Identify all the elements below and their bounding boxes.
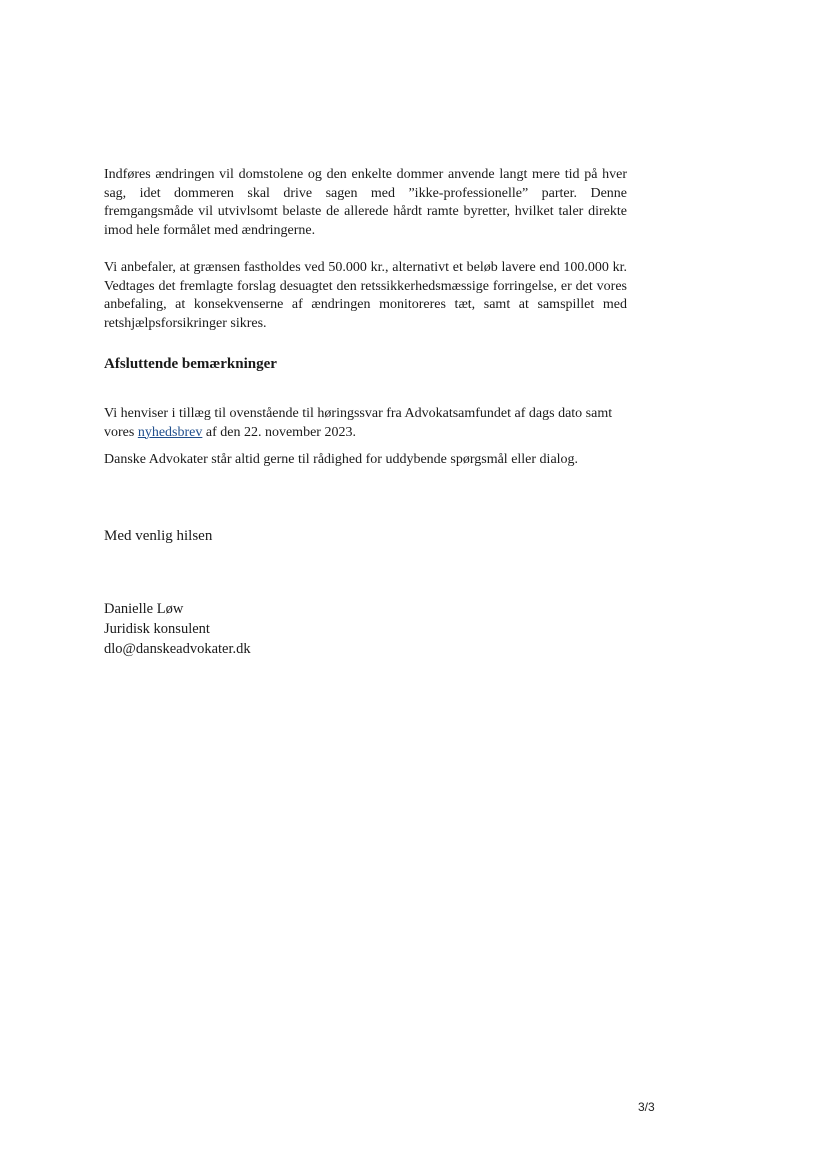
newsletter-link[interactable]: nyhedsbrev <box>137 424 203 440</box>
signature-name: Danielle Løw <box>104 601 184 617</box>
reference-text-end: af den 22. november 2023. <box>202 424 356 440</box>
reference-text: Vi henviser i tillæg til ovenstående til høringssvar fra Advokatsamfundet af dags dato samt vores <box>104 406 613 440</box>
page-number: 3/3 <box>638 1100 655 1114</box>
signature-title: Juridisk konsulent <box>104 621 210 637</box>
contact-paragraph: Danske Advokater står altid gerne til rådighed for uddybende spørgsmål eller dialog. <box>104 452 579 467</box>
reference-paragraph <box>104 405 627 442</box>
section-heading: Afsluttende bemærkninger <box>104 356 277 372</box>
body-paragraph: Indføres ændringen vil domstolene og den enkelte dommer anvende langt mere tid på hver sag, idet dommeren skal drive sagen med ”ikke-professionelle” parter. Denne fremgangsmåde vil utvivlsomt belaste de allerede hårdt ramte byretter, hvilket taler direkte imod hele formålet med ændringerne. <box>104 167 627 238</box>
signature-email: dlo@danskeadvokater.dk <box>104 641 251 657</box>
closing-greeting: Med venlig hilsen <box>104 528 213 544</box>
recommendation-paragraph: Vi anbefaler, at grænsen fastholdes ved 50.000 kr., alternativt et beløb lavere end 100.000 kr. Vedtages det fremlagte forslag desuagtet den retssikkerhedsmæssige forringelse, er det vores anbefaling, at konsekvenserne af ændringen monitoreres tæt, samt at samspillet med retshjælpsforsikringer sikres. <box>104 260 627 331</box>
